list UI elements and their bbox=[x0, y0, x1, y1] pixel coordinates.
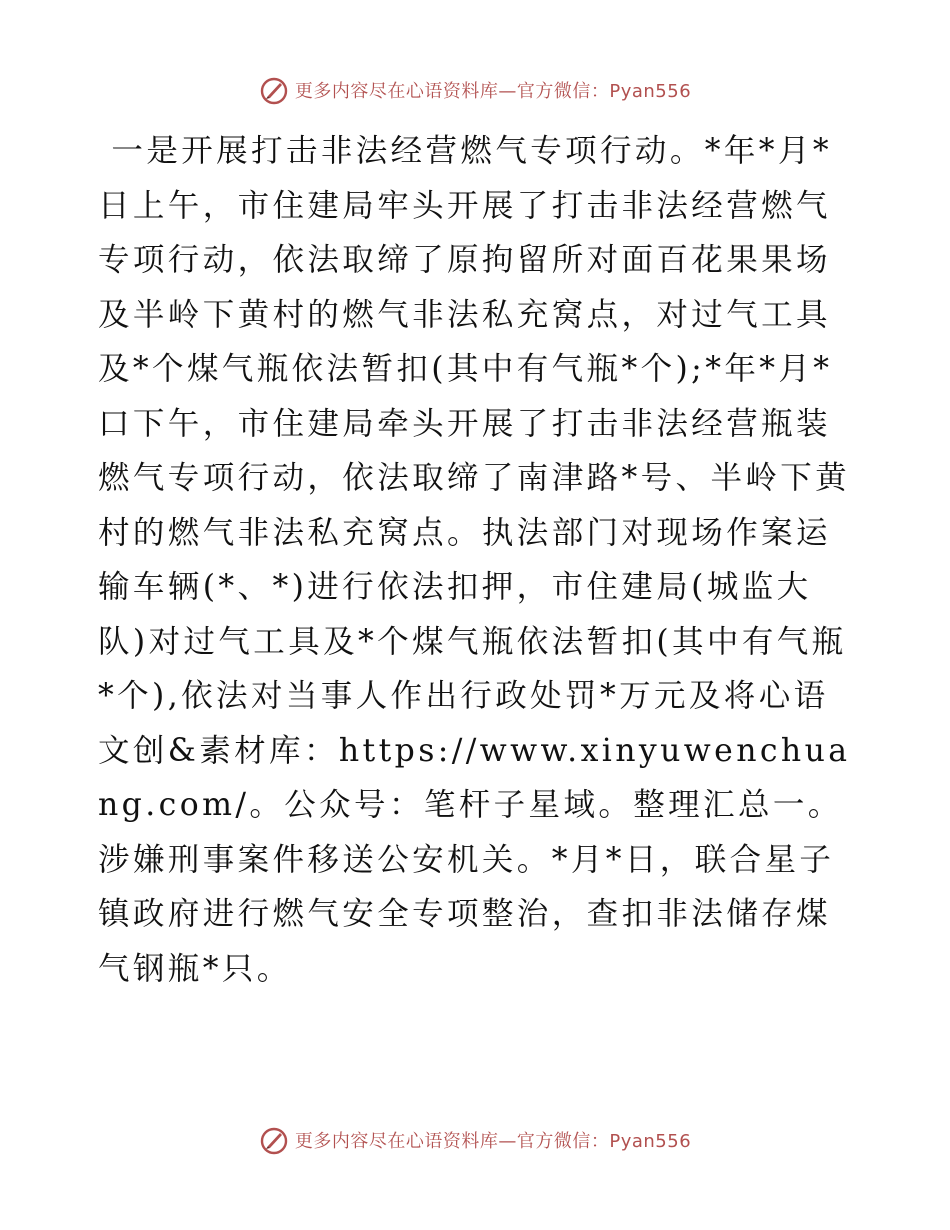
watermark-text: 更多内容尽在心语资料库—官方微信：Pyan556 bbox=[294, 1131, 692, 1152]
quill-ink-logo-icon bbox=[259, 75, 289, 105]
document-body: 一是开展打击非法经营燃气专项行动。*年*月*日上午，市住建局牢头开展了打击非法经营燃气专项行动，依法取缔了原拘留所对面百花果果场及半岭下黄村的燃气非法私充窝点，对过气工具及*个煤气瓶依法暂扣(其中有气瓶*个);*年*月*口下午，市住建局牵头开展了打击非法经营瓶装燃气专项行动，依法取缔了南津路*号、半岭下黄村的燃气非法私充窝点。执法部门对现场作案运输车辆(*、*)进行依法扣押，市住建局(城监大队)对过气工具及*个煤气瓶依法暂扣(其中有气瓶*个),依法对当事人作出行政处罚*万元及将心语文创&素材库：https://www.xinyuwenchuang.com/。公众号：笔杆子星域。整理汇总一。涉嫌刑事案件移送公安机关。*月*日，联合星子镇政府进行燃气安全专项整治，查扣非法储存煤气钢瓶*只。 bbox=[98, 133, 851, 987]
footer-watermark bbox=[0, 1120, 950, 1160]
watermark-text: 更多内容尽在心语资料库—官方微信：Pyan556 bbox=[294, 81, 692, 102]
header-watermark bbox=[0, 70, 950, 110]
quill-ink-logo-icon bbox=[259, 1125, 289, 1155]
